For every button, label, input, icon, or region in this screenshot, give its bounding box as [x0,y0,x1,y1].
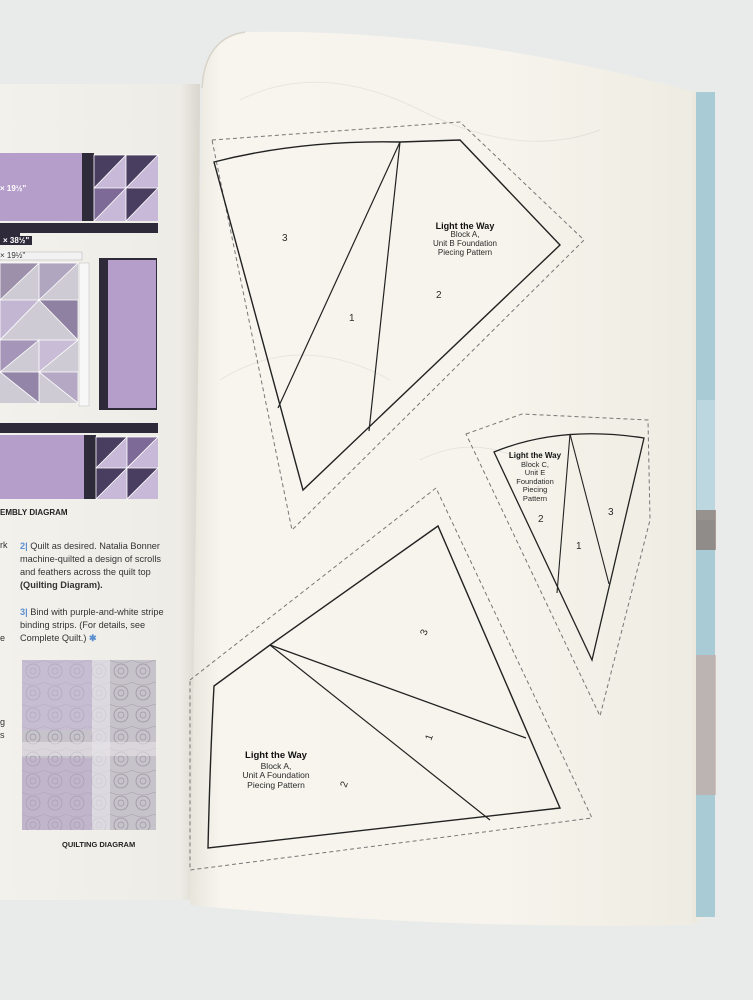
pattern-c-num-1: 1 [576,541,582,552]
pattern-b-title: Light the Way [435,221,495,231]
pattern-b-num-3: 3 [282,233,288,244]
cut-text-fragment: rk [0,540,8,550]
step-3: 3| Bind with purple-and-white stripe binding strips. (For details, see Complete Quilt.) ✱ [20,607,164,643]
quilting-diagram-image [22,660,156,830]
pattern-c-num-3: 3 [608,507,614,518]
pattern-c-num-2: 2 [538,514,544,525]
dimension-label-a: × 19½" [0,184,27,193]
step-2: 2| Quilt as desired. Natalia Bonner machine-quilted a design of scrolls and feathers across the quilt top (Quilting Diagram). [20,541,161,590]
assembly-diagram [0,153,158,499]
pattern-b-label: Light the Way Block A, Unit B Foundation Piecing Pattern [420,221,510,258]
step-3-number: 3 [20,607,26,617]
step-2-number: 2 [20,541,26,551]
quilting-diagram-caption: QUILTING DIAGRAM [62,840,136,849]
dimension-label-b: × 38½" [0,236,32,245]
dimension-label-c: × 19½" [0,251,26,260]
pattern-a-num-3: 3 [418,628,431,638]
pattern-a-num-1: 1 [423,733,436,743]
right-page [190,32,704,926]
cut-letter-1: e [0,633,6,643]
pattern-b-num-2: 2 [436,290,442,301]
pattern-a-num-2: 2 [338,780,351,790]
snowflake-icon: ✱ [88,633,97,643]
pattern-c-title: Light the Way [508,451,562,460]
cut-letter-2: g [0,717,6,727]
pattern-c-label: Light the Way Block C, Unit E Foundation Piecing Pattern [504,452,566,503]
pattern-a-label: Light the Way Block A, Unit A Foundation Piecing Pattern [230,751,322,790]
assembly-diagram-caption: EMBLY DIAGRAM [0,508,68,517]
cut-letter-3: s [0,730,5,740]
pattern-b-num-1: 1 [349,313,355,324]
pattern-a-title: Light the Way [245,750,307,761]
